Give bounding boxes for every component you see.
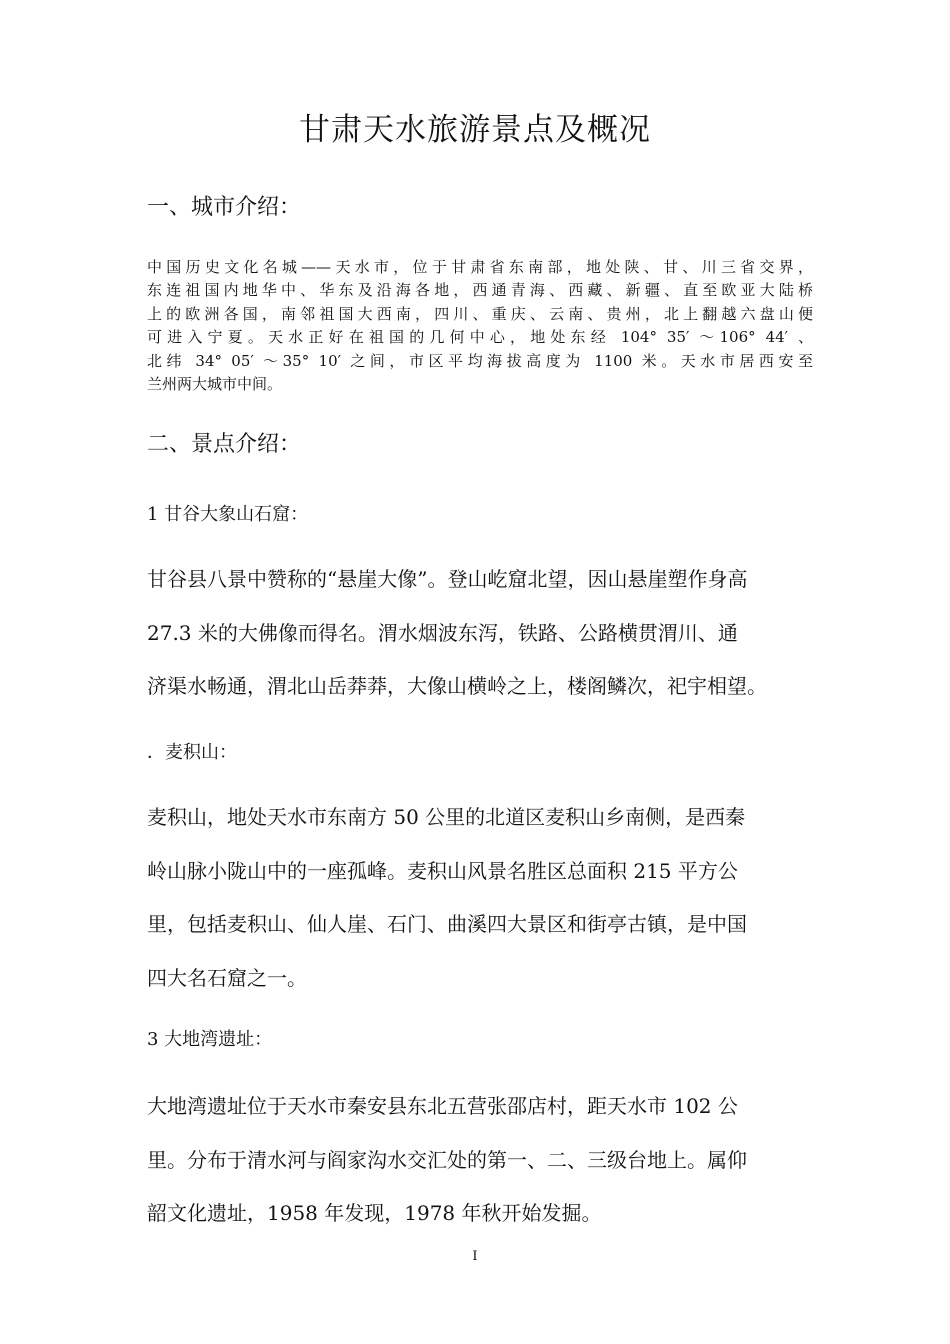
paragraph-line: 岭山脉小陇山中的一座孤峰。麦积山风景名胜区总面积 215 平方公 [147, 858, 738, 883]
intro-line: 上的欧洲各国，南邻祖国大西南，四川、重庆、云南、贵州，北上翻越六盘山便 [147, 304, 813, 323]
paragraph-line: 里。分布于清水河与阎家沟水交汇处的第一、二、三级台地上。属仰 [147, 1147, 747, 1172]
intro-line: 北纬 34° 05′ ～35° 10′ 之间，市区平均海拔高度为 1100 米。天水市居西安至 [147, 351, 813, 370]
spot-heading-daxiangshan: 1 甘谷大象山石窟： [147, 504, 309, 525]
spot-paragraph-daxiangshan [147, 553, 807, 714]
spot-heading-maijishan: ．麦积山： [147, 742, 237, 763]
page-title: 甘肃天水旅游景点及概况 [299, 112, 651, 148]
paragraph-line: 里，包括麦积山、仙人崖、石门、曲溪四大景区和街亭古镇，是中国 [147, 912, 747, 936]
section-heading-spots: 二、景点介绍： [147, 432, 302, 457]
intro-line: 中国历史文化名城——天水市，位于甘肃省东南部，地处陕、甘、川三省交界， [147, 258, 813, 276]
paragraph-line: 27.3 米的大佛像而得名。渭水烟波东泻，铁路、公路横贯渭川、通 [147, 620, 738, 645]
section-heading-city: 一、城市介绍： [147, 195, 302, 220]
spot-paragraph-maijishan [147, 791, 807, 1005]
paragraph-line: 韶文化遗址，1958 年发现，1978 年秋开始发掘。 [147, 1201, 602, 1225]
intro-line: 东连祖国内地华中、华东及沿海各地，西通青海、西藏、新疆、直至欧亚大陆桥 [147, 281, 813, 300]
paragraph-line: 济渠水畅通，渭北山岳莽莽，大像山横岭之上，楼阁鳞次，祀宇相望。 [147, 674, 767, 698]
page-number: I [472, 1249, 478, 1264]
paragraph-line: 甘谷县八景中赞称的“悬崖大像”。登山屹窟北望，因山悬崖塑作身高 [147, 567, 748, 591]
paragraph-line: 大地湾遗址位于天水市秦安县东北五营张邵店村，距天水市 102 公 [147, 1094, 738, 1118]
paragraph-line: 四大名石窟之一。 [147, 965, 307, 990]
paragraph-line: 麦积山，地处天水市东南方 50 公里的北道区麦积山乡南侧，是西秦 [147, 805, 746, 829]
spot-paragraph-dadiwan [147, 1080, 807, 1241]
intro-line: 兰州两大城市中间。 [147, 375, 283, 394]
intro-line: 可进入宁夏。天水正好在祖国的几何中心，地处东经 104° 35′ ～106° 44′ 、 [147, 328, 813, 347]
city-intro-paragraph [147, 256, 813, 396]
spot-heading-dadiwan: 3 大地湾遗址： [147, 1029, 273, 1050]
